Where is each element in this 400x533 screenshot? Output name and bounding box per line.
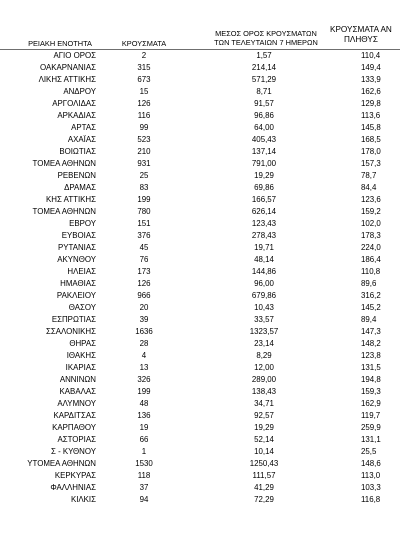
cases-cell: 99 (139, 123, 149, 132)
table-row (0, 218, 400, 230)
region-cell: ΦΑΛΛΗΝΙΑΣ (50, 483, 96, 492)
cases-cell: 4 (141, 351, 147, 360)
average-cell: 791,00 (251, 159, 277, 168)
table-row (0, 98, 400, 110)
cases-cell: 931 (137, 159, 151, 168)
cases-cell: 210 (137, 147, 151, 156)
cases-cell: 780 (137, 207, 151, 216)
per-population-cell: 113,6 (361, 111, 381, 120)
table-row (0, 182, 400, 194)
table-row (0, 266, 400, 278)
per-population-cell: 259,9 (361, 423, 381, 432)
average-cell: 33,57 (254, 315, 274, 324)
region-cell: ΑΡΤΑΣ (71, 123, 96, 132)
per-population-cell: 162,6 (361, 87, 381, 96)
cases-cell: 1530 (135, 459, 153, 468)
cases-cell: 39 (139, 315, 149, 324)
average-cell: 10,43 (254, 303, 274, 312)
average-cell: 19,29 (254, 423, 274, 432)
per-population-cell: 162,9 (361, 399, 381, 408)
table-row (0, 74, 400, 86)
per-population-cell: 145,8 (361, 123, 381, 132)
per-population-cell: 25,5 (361, 447, 377, 456)
cases-cell: 116 (137, 111, 151, 120)
average-cell: 214,14 (251, 63, 277, 72)
region-cell: ΕΒΡΟΥ (69, 219, 96, 228)
region-cell: ΚΙΛΚΙΣ (70, 495, 96, 504)
per-population-cell: 110,8 (361, 267, 381, 276)
table-row (0, 290, 400, 302)
region-column-header: ΡΕΙΑΚΗ ΕΝΟΤΗΤΑ (28, 39, 92, 48)
region-cell: ΤΟΜΕΑ ΑΘΗΝΩΝ (32, 207, 96, 216)
table-row (0, 362, 400, 374)
per-population-cell: 194,8 (361, 375, 381, 384)
average-cell: 92,57 (254, 411, 274, 420)
table-row (0, 470, 400, 482)
per-population-column-header-line1: ΚΡΟΥΣΜΑΤΑ ΑΝ (330, 25, 392, 34)
per-population-cell: 89,4 (361, 315, 377, 324)
average-cell: 289,00 (251, 375, 277, 384)
table-row (0, 302, 400, 314)
region-cell: ΕΣΠΡΩΤΙΑΣ (51, 315, 96, 324)
region-cell: ΡΕΒΕΝΩΝ (57, 171, 96, 180)
table-row (0, 446, 400, 458)
cases-cell: 1636 (135, 327, 153, 336)
per-population-cell: 89,6 (361, 279, 377, 288)
per-population-cell: 113,0 (361, 471, 381, 480)
average-cell: 138,43 (251, 387, 277, 396)
table-row (0, 86, 400, 98)
average-cell: 166,57 (251, 195, 277, 204)
region-cell: ΚΕΡΚΥΡΑΣ (54, 471, 96, 480)
cases-cell: 25 (139, 171, 149, 180)
per-population-cell: 186,4 (361, 255, 381, 264)
region-cell: ΑΣΤΟΡΙΑΣ (57, 435, 96, 444)
cases-cell: 118 (137, 471, 151, 480)
region-cell: ΘΑΣΟΥ (68, 303, 96, 312)
average-cell: 69,86 (254, 183, 274, 192)
region-cell: ΑΝΔΡΟΥ (63, 87, 96, 96)
average-column-header-line1: ΜΕΣΟΣ ΟΡΟΣ ΚΡΟΥΣΜΑΤΩΝ (215, 29, 317, 38)
average-cell: 123,43 (251, 219, 277, 228)
region-cell: ΚΗΣ ΑΤΤΙΚΗΣ (46, 195, 96, 204)
region-cell: ΟΑΚΑΡΝΑΝΙΑΣ (39, 63, 96, 72)
cases-cell: 13 (139, 363, 149, 372)
average-cell: 96,00 (254, 279, 274, 288)
table-row (0, 314, 400, 326)
average-cell: 8,29 (256, 351, 272, 360)
cases-cell: 173 (137, 267, 151, 276)
average-cell: 1250,43 (249, 459, 279, 468)
per-population-cell: 148,2 (361, 339, 381, 348)
cases-cell: 315 (137, 63, 151, 72)
region-cell: ΘΗΡΑΣ (69, 339, 96, 348)
region-cell: ΑΡΚΑΔΙΑΣ (57, 111, 96, 120)
average-cell: 278,43 (251, 231, 277, 240)
average-cell: 10,14 (254, 447, 274, 456)
per-population-cell: 168,5 (361, 135, 381, 144)
cases-cell: 966 (137, 291, 151, 300)
average-cell: 34,71 (254, 399, 274, 408)
region-cell: ΗΜΑΘΙΑΣ (60, 279, 96, 288)
region-cell: ΥΤΟΜΕΑ ΑΘΗΝΩΝ (27, 459, 96, 468)
average-cell: 64,00 (254, 123, 274, 132)
table-row (0, 350, 400, 362)
average-cell: 405,43 (251, 135, 277, 144)
average-cell: 91,57 (254, 99, 274, 108)
region-cell: ΑΝΝΙΝΩΝ (59, 375, 96, 384)
per-population-cell: 102,0 (361, 219, 381, 228)
average-cell: 111,57 (252, 471, 276, 480)
per-population-cell: 145,2 (361, 303, 381, 312)
per-population-cell: 148,6 (361, 459, 381, 468)
average-column-header-line2: ΤΩΝ ΤΕΛΕΥΤΑΙΩΝ 7 ΗΜΕΡΩΝ (214, 38, 318, 47)
table-row (0, 122, 400, 134)
table-row (0, 386, 400, 398)
region-cell: ΣΣΑΛΟΝΙΚΗΣ (46, 327, 96, 336)
per-population-cell: 131,1 (361, 435, 381, 444)
table-row (0, 170, 400, 182)
region-cell: Σ - ΚΥΘΝΟΥ (51, 447, 96, 456)
cases-cell: 2 (141, 51, 147, 60)
cases-cell: 376 (137, 231, 151, 240)
cases-cell: 523 (137, 135, 151, 144)
average-cell: 571,29 (251, 75, 277, 84)
average-cell: 52,14 (254, 435, 274, 444)
per-population-cell: 129,8 (361, 99, 381, 108)
per-population-column-header-line2: ΠΛΗΘΥΣ (344, 35, 378, 44)
cases-cell: 126 (137, 279, 151, 288)
per-population-cell: 178,3 (361, 231, 381, 240)
average-cell: 8,71 (256, 87, 272, 96)
region-cell: ΗΛΕΙΑΣ (67, 267, 96, 276)
region-cell: ΑΚΥΝΘΟΥ (57, 255, 96, 264)
average-cell: 1323,57 (249, 327, 279, 336)
region-cell: ΙΘΑΚΗΣ (66, 351, 96, 360)
region-cell: ΚΑΡΠΑΘΟΥ (52, 423, 96, 432)
cases-cell: 37 (139, 483, 149, 492)
region-cell: ΑΡΓΟΛΙΔΑΣ (52, 99, 96, 108)
cases-cell: 76 (139, 255, 149, 264)
region-cell: ΕΥΒΟΙΑΣ (61, 231, 96, 240)
table-row (0, 398, 400, 410)
per-population-cell: 159,3 (361, 387, 381, 396)
region-cell: ΑΓΙΟ ΟΡΟΣ (53, 51, 96, 60)
average-cell: 1,57 (256, 51, 272, 60)
region-cell: ΤΟΜΕΑ ΑΘΗΝΩΝ (32, 159, 96, 168)
region-cell: ΚΑΡΔΙΤΣΑΣ (53, 411, 96, 420)
average-cell: 137,14 (251, 147, 277, 156)
table-row (0, 278, 400, 290)
average-cell: 144,86 (251, 267, 277, 276)
table-row (0, 494, 400, 506)
average-cell: 679,86 (251, 291, 277, 300)
table-row (0, 326, 400, 338)
per-population-cell: 131,5 (361, 363, 381, 372)
average-cell: 19,29 (254, 171, 274, 180)
table-row (0, 230, 400, 242)
per-population-cell: 133,9 (361, 75, 381, 84)
table-row (0, 434, 400, 446)
per-population-cell: 78,7 (361, 171, 377, 180)
cases-cell: 28 (139, 339, 149, 348)
average-cell: 41,29 (254, 483, 274, 492)
average-cell: 23,14 (254, 339, 274, 348)
table-row (0, 410, 400, 422)
per-population-cell: 123,8 (361, 351, 381, 360)
table-row (0, 194, 400, 206)
region-cell: ΛΙΚΗΣ ΑΤΤΙΚΗΣ (38, 75, 96, 84)
cases-cell: 15 (139, 87, 149, 96)
per-population-cell: 316,2 (361, 291, 381, 300)
average-cell: 48,14 (254, 255, 274, 264)
table-header (0, 0, 400, 50)
region-cell: ΚΑΒΑΛΑΣ (59, 387, 96, 396)
per-population-cell: 123,6 (361, 195, 381, 204)
average-cell: 626,14 (251, 207, 277, 216)
table-row (0, 206, 400, 218)
cases-cell: 1 (141, 447, 147, 456)
cases-cell: 151 (137, 219, 151, 228)
table-body (0, 50, 400, 506)
table-row (0, 242, 400, 254)
table-row (0, 254, 400, 266)
cases-cell: 126 (137, 99, 151, 108)
table-row (0, 134, 400, 146)
cases-cell: 45 (139, 243, 149, 252)
region-cell: ΔΡΑΜΑΣ (64, 183, 96, 192)
cases-cell: 673 (137, 75, 151, 84)
table-row (0, 146, 400, 158)
per-population-cell: 224,0 (361, 243, 381, 252)
average-cell: 12,00 (254, 363, 274, 372)
region-cell: ΑΛΥΜΝΟΥ (57, 399, 96, 408)
cases-cell: 20 (139, 303, 149, 312)
table-row (0, 422, 400, 434)
table-row (0, 158, 400, 170)
per-population-cell: 116,8 (361, 495, 381, 504)
cases-cell: 326 (137, 375, 151, 384)
per-population-cell: 157,3 (361, 159, 381, 168)
table-row (0, 374, 400, 386)
region-cell: ΡΑΚΛΕΙΟΥ (56, 291, 96, 300)
per-population-cell: 159,2 (361, 207, 381, 216)
cases-cell: 83 (139, 183, 149, 192)
cases-cell: 48 (139, 399, 149, 408)
table-row (0, 110, 400, 122)
table-row (0, 338, 400, 350)
region-cell: ΙΚΑΡΙΑΣ (65, 363, 96, 372)
per-population-cell: 84,4 (361, 183, 377, 192)
cases-cell: 199 (137, 195, 151, 204)
table-row (0, 458, 400, 470)
per-population-cell: 178,0 (361, 147, 381, 156)
region-cell: ΒΟΙΩΤΙΑΣ (59, 147, 96, 156)
region-cell: ΡΥΤΑΝΙΑΣ (57, 243, 96, 252)
cases-cell: 66 (139, 435, 149, 444)
cases-cell: 136 (137, 411, 151, 420)
table-row (0, 482, 400, 494)
table-row (0, 50, 400, 62)
average-cell: 72,29 (254, 495, 274, 504)
cases-cell: 94 (139, 495, 149, 504)
per-population-cell: 149,4 (361, 63, 381, 72)
cases-cell: 199 (137, 387, 151, 396)
average-cell: 19,71 (254, 243, 274, 252)
per-population-cell: 147,3 (361, 327, 381, 336)
per-population-cell: 110,4 (361, 51, 381, 60)
cases-cell: 19 (139, 423, 149, 432)
per-population-cell: 119,7 (361, 411, 381, 420)
table-row (0, 62, 400, 74)
per-population-cell: 103,3 (361, 483, 381, 492)
cases-column-header: ΚΡΟΥΣΜΑΤΑ (121, 39, 167, 48)
average-cell: 96,86 (254, 111, 274, 120)
region-cell: ΑΧΑΪΑΣ (67, 135, 96, 144)
